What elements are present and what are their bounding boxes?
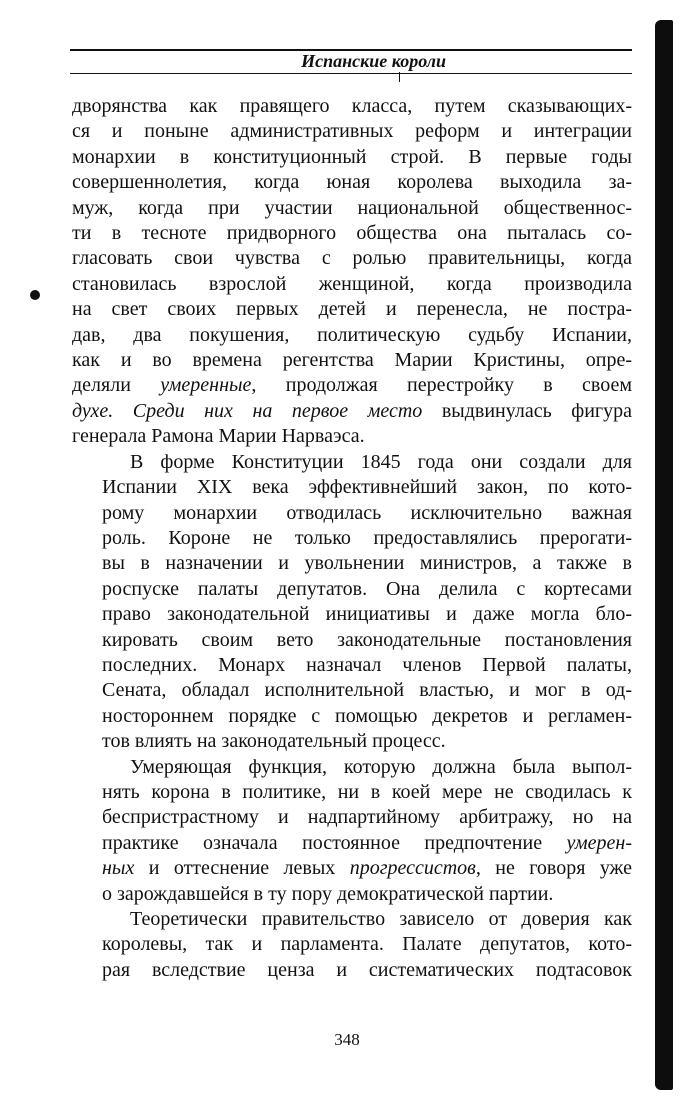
italic-run: духе. Среди них на первое место bbox=[72, 399, 423, 422]
text-run: и оттеснение левых bbox=[134, 857, 350, 880]
text-run: монархии в конституционный строй. В первые годы bbox=[72, 145, 632, 168]
italic-run: умерен- bbox=[566, 831, 632, 854]
text-run: рая вследствие ценза и систематических подтасовок bbox=[102, 958, 632, 981]
text-run: ся и поныне административных реформ и интеграции bbox=[72, 120, 632, 143]
text-run: вы в назначении и увольнении министров, а также в bbox=[102, 552, 632, 575]
text-run: нять корона в политике, ни в коей мере не сводилась к bbox=[102, 780, 632, 803]
text-run: право законодательной инициативы и даже могла бло- bbox=[102, 603, 632, 626]
book-binding-edge bbox=[655, 20, 673, 1090]
scan-dot bbox=[30, 290, 40, 300]
text-line bbox=[72, 628, 632, 653]
text-run: , не говоря уже bbox=[475, 857, 632, 880]
text-run: практике означала постоянное предпочтение bbox=[102, 831, 567, 854]
page-number: 348 bbox=[334, 1030, 360, 1049]
text-run: Умеряющая функция, которую должна была выпол- bbox=[130, 755, 632, 778]
text-line bbox=[72, 805, 632, 830]
text-run: роспуске палаты депутатов. Она делила с кортесами bbox=[102, 577, 632, 600]
text-run: В форме Конституции 1845 года они создали для bbox=[130, 450, 632, 473]
italic-run: прогрессистов bbox=[349, 857, 476, 880]
text-run: кировать своим вето законодательные постановления bbox=[102, 628, 632, 651]
text-run: роль. Короне не только предоставлялись прерогати- bbox=[102, 526, 632, 549]
text-line bbox=[72, 246, 632, 271]
text-line bbox=[72, 958, 632, 983]
text-run: ностороннем порядке с помощью декретов и регламен- bbox=[102, 704, 632, 727]
paragraph bbox=[72, 94, 632, 450]
text-run: на свет своих первых детей и перенесла, не постра- bbox=[72, 298, 632, 321]
text-line bbox=[72, 119, 632, 144]
text-line bbox=[72, 678, 632, 703]
text-run: генерала Рамона Марии Нарваэса. bbox=[72, 425, 365, 448]
text-line bbox=[72, 882, 632, 907]
text-run: беспристрастному и надпартийному арбитражу, но на bbox=[102, 806, 632, 829]
text-line bbox=[72, 577, 632, 602]
text-line bbox=[72, 729, 632, 754]
text-line bbox=[72, 272, 632, 297]
text-line bbox=[72, 551, 632, 576]
text-line bbox=[72, 348, 632, 373]
text-run: Теоретически правительство зависело от доверия как bbox=[130, 908, 632, 930]
text-line bbox=[72, 221, 632, 246]
text-line bbox=[72, 450, 632, 475]
body-text bbox=[72, 94, 632, 983]
text-line bbox=[72, 196, 632, 221]
text-line bbox=[72, 526, 632, 551]
text-run: дав, два покушения, политическую судьбу Испании, bbox=[72, 323, 632, 346]
text-line bbox=[72, 145, 632, 170]
paragraph bbox=[72, 450, 632, 755]
text-run: гласовать свои чувства с ролью правительницы, когда bbox=[72, 247, 632, 270]
text-line bbox=[72, 323, 632, 348]
text-run: Испании XIX века эффективнейший закон, по кото- bbox=[102, 476, 632, 499]
text-run: королевы, так и парламента. Палате депутатов, кото- bbox=[102, 933, 632, 956]
text-run: деляли bbox=[72, 374, 161, 397]
text-run: выдвинулась фигура bbox=[422, 399, 632, 422]
text-run: ти в тесноте придворного общества она пыталась со- bbox=[72, 222, 632, 245]
text-line bbox=[72, 907, 632, 932]
running-head: Испанские короли bbox=[301, 51, 446, 71]
text-run: становилась взрослой женщиной, когда производила bbox=[72, 272, 632, 295]
text-line bbox=[72, 475, 632, 500]
text-run: тов влиять на законодательный процесс. bbox=[102, 730, 446, 753]
text-line bbox=[72, 704, 632, 729]
text-line bbox=[72, 755, 632, 780]
scan-mark bbox=[399, 72, 400, 82]
text-line bbox=[72, 932, 632, 957]
paragraph bbox=[72, 907, 632, 983]
text-run: Сената, обладал исполнительной властью, и мог в од- bbox=[102, 679, 632, 702]
text-run: муж, когда при участии национальной общественнос- bbox=[72, 196, 632, 219]
text-line bbox=[72, 424, 632, 449]
text-line bbox=[72, 373, 632, 398]
text-run: как и во времена регентства Марии Кристины, опре- bbox=[72, 349, 632, 372]
italic-run: ных bbox=[102, 857, 135, 880]
paragraph bbox=[72, 755, 632, 907]
text-line bbox=[72, 780, 632, 805]
text-line bbox=[72, 297, 632, 322]
text-line bbox=[72, 501, 632, 526]
header-rule-bottom bbox=[70, 73, 632, 74]
text-run: совершеннолетия, когда юная королева выходила за- bbox=[72, 171, 632, 194]
text-line bbox=[72, 856, 632, 881]
italic-run: умеренные bbox=[160, 374, 252, 397]
text-run: , продолжая перестройку в своем bbox=[251, 374, 632, 397]
text-run: дворянства как правящего класса, путем сказывающих- bbox=[72, 95, 632, 117]
text-line bbox=[72, 831, 632, 856]
text-run: рому монархии отводилась исключительно важная bbox=[102, 501, 632, 524]
text-line bbox=[72, 399, 632, 424]
text-run: последних. Монарх назначал членов Первой палаты, bbox=[102, 653, 632, 676]
text-line bbox=[72, 170, 632, 195]
text-run: о зарождавшейся в ту пору демократической партии. bbox=[102, 882, 554, 905]
text-line bbox=[72, 94, 632, 119]
text-line bbox=[72, 653, 632, 678]
text-line bbox=[72, 602, 632, 627]
